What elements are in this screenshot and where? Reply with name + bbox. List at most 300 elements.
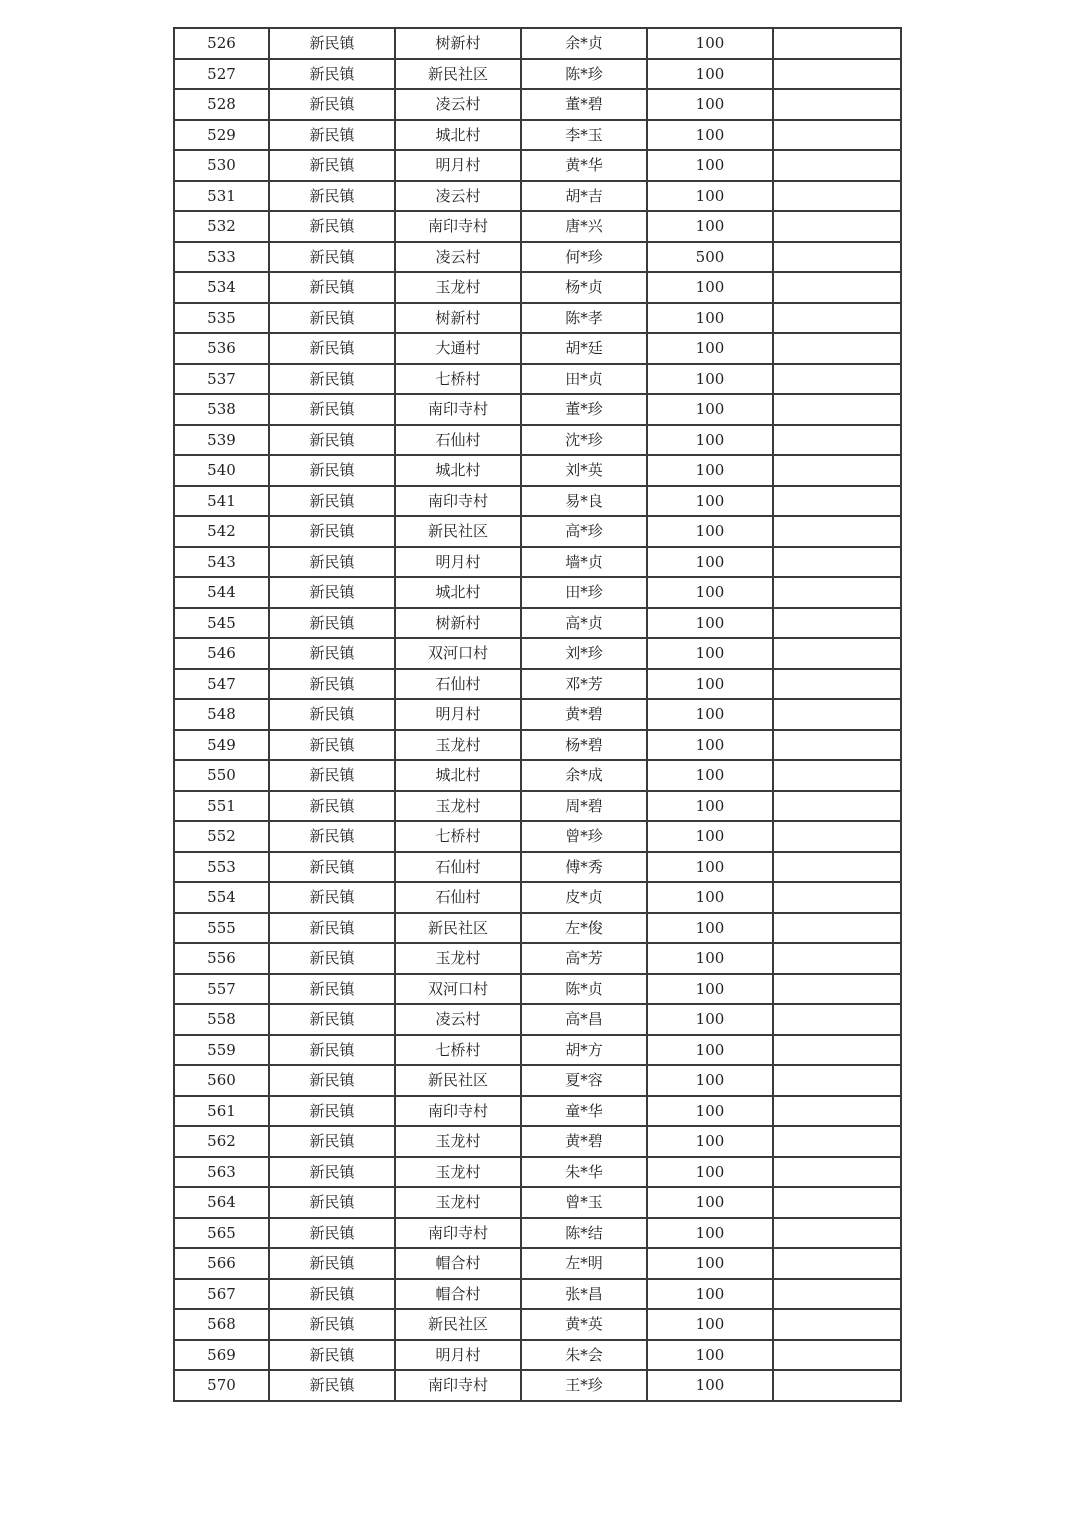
town-cell: 新民镇 (269, 364, 395, 395)
village-cell: 玉龙村 (395, 791, 521, 822)
table-row (174, 1004, 901, 1035)
name-cell: 黄*英 (521, 1309, 647, 1340)
row-number-cell: 529 (174, 120, 269, 151)
row-number-cell: 561 (174, 1096, 269, 1127)
town-cell: 新民镇 (269, 821, 395, 852)
name-cell: 杨*碧 (521, 730, 647, 761)
amount-cell: 100 (647, 28, 773, 59)
row-number-cell: 549 (174, 730, 269, 761)
note-cell (773, 303, 901, 334)
table-row (174, 852, 901, 883)
table-row (174, 1340, 901, 1371)
amount-cell: 100 (647, 913, 773, 944)
row-number-cell: 548 (174, 699, 269, 730)
village-cell: 双河口村 (395, 974, 521, 1005)
town-cell: 新民镇 (269, 211, 395, 242)
name-cell: 杨*贞 (521, 272, 647, 303)
town-cell: 新民镇 (269, 303, 395, 334)
village-cell: 大通村 (395, 333, 521, 364)
name-cell: 陈*贞 (521, 974, 647, 1005)
village-cell: 玉龙村 (395, 1126, 521, 1157)
village-cell: 七桥村 (395, 1035, 521, 1066)
note-cell (773, 1309, 901, 1340)
table-row (174, 577, 901, 608)
row-number-cell: 546 (174, 638, 269, 669)
amount-cell: 100 (647, 272, 773, 303)
town-cell: 新民镇 (269, 181, 395, 212)
note-cell (773, 821, 901, 852)
note-cell (773, 364, 901, 395)
town-cell: 新民镇 (269, 1065, 395, 1096)
table-row (174, 272, 901, 303)
village-cell: 明月村 (395, 547, 521, 578)
name-cell: 朱*会 (521, 1340, 647, 1371)
name-cell: 刘*珍 (521, 638, 647, 669)
village-cell: 南印寺村 (395, 394, 521, 425)
table-row (174, 943, 901, 974)
note-cell (773, 1035, 901, 1066)
amount-cell: 100 (647, 120, 773, 151)
note-cell (773, 577, 901, 608)
note-cell (773, 211, 901, 242)
town-cell: 新民镇 (269, 1035, 395, 1066)
amount-cell: 100 (647, 577, 773, 608)
row-number-cell: 527 (174, 59, 269, 90)
note-cell (773, 120, 901, 151)
note-cell (773, 852, 901, 883)
village-cell: 新民社区 (395, 1065, 521, 1096)
name-cell: 高*芳 (521, 943, 647, 974)
village-cell: 城北村 (395, 577, 521, 608)
row-number-cell: 542 (174, 516, 269, 547)
row-number-cell: 537 (174, 364, 269, 395)
town-cell: 新民镇 (269, 1218, 395, 1249)
name-cell: 高*昌 (521, 1004, 647, 1035)
amount-cell: 100 (647, 608, 773, 639)
town-cell: 新民镇 (269, 638, 395, 669)
name-cell: 陈*孝 (521, 303, 647, 334)
row-number-cell: 541 (174, 486, 269, 517)
name-cell: 左*俊 (521, 913, 647, 944)
village-cell: 七桥村 (395, 364, 521, 395)
amount-cell: 100 (647, 1279, 773, 1310)
note-cell (773, 791, 901, 822)
amount-cell: 100 (647, 943, 773, 974)
name-cell: 黄*华 (521, 150, 647, 181)
name-cell: 黄*碧 (521, 699, 647, 730)
amount-cell: 100 (647, 760, 773, 791)
name-cell: 王*珍 (521, 1370, 647, 1401)
name-cell: 何*珍 (521, 242, 647, 273)
row-number-cell: 570 (174, 1370, 269, 1401)
amount-cell: 100 (647, 364, 773, 395)
town-cell: 新民镇 (269, 1126, 395, 1157)
amount-cell: 100 (647, 1096, 773, 1127)
note-cell (773, 1218, 901, 1249)
name-cell: 童*华 (521, 1096, 647, 1127)
amount-cell: 100 (647, 211, 773, 242)
village-cell: 明月村 (395, 699, 521, 730)
village-cell: 南印寺村 (395, 1218, 521, 1249)
row-number-cell: 551 (174, 791, 269, 822)
village-cell: 南印寺村 (395, 211, 521, 242)
row-number-cell: 526 (174, 28, 269, 59)
village-cell: 石仙村 (395, 669, 521, 700)
village-cell: 树新村 (395, 28, 521, 59)
table-row (174, 913, 901, 944)
roster-table-body (174, 28, 901, 1401)
town-cell: 新民镇 (269, 913, 395, 944)
table-row (174, 1218, 901, 1249)
amount-cell: 100 (647, 852, 773, 883)
table-row (174, 1035, 901, 1066)
amount-cell: 100 (647, 425, 773, 456)
name-cell: 胡*方 (521, 1035, 647, 1066)
town-cell: 新民镇 (269, 120, 395, 151)
row-number-cell: 531 (174, 181, 269, 212)
amount-cell: 100 (647, 89, 773, 120)
village-cell: 城北村 (395, 455, 521, 486)
amount-cell: 100 (647, 516, 773, 547)
village-cell: 凌云村 (395, 89, 521, 120)
note-cell (773, 913, 901, 944)
name-cell: 高*珍 (521, 516, 647, 547)
town-cell: 新民镇 (269, 272, 395, 303)
amount-cell: 100 (647, 1309, 773, 1340)
note-cell (773, 59, 901, 90)
village-cell: 玉龙村 (395, 1157, 521, 1188)
amount-cell: 100 (647, 59, 773, 90)
note-cell (773, 974, 901, 1005)
town-cell: 新民镇 (269, 669, 395, 700)
village-cell: 明月村 (395, 1340, 521, 1371)
amount-cell: 100 (647, 547, 773, 578)
row-number-cell: 530 (174, 150, 269, 181)
note-cell (773, 699, 901, 730)
village-cell: 凌云村 (395, 1004, 521, 1035)
amount-cell: 100 (647, 455, 773, 486)
town-cell: 新民镇 (269, 760, 395, 791)
row-number-cell: 545 (174, 608, 269, 639)
table-row (174, 1309, 901, 1340)
row-number-cell: 557 (174, 974, 269, 1005)
table-row (174, 28, 901, 59)
town-cell: 新民镇 (269, 89, 395, 120)
amount-cell: 100 (647, 699, 773, 730)
row-number-cell: 534 (174, 272, 269, 303)
name-cell: 黄*碧 (521, 1126, 647, 1157)
table-row (174, 1187, 901, 1218)
amount-cell: 100 (647, 1370, 773, 1401)
table-row (174, 1096, 901, 1127)
note-cell (773, 455, 901, 486)
village-cell: 凌云村 (395, 181, 521, 212)
name-cell: 胡*廷 (521, 333, 647, 364)
name-cell: 高*贞 (521, 608, 647, 639)
town-cell: 新民镇 (269, 242, 395, 273)
note-cell (773, 272, 901, 303)
table-row (174, 1126, 901, 1157)
table-row (174, 974, 901, 1005)
town-cell: 新民镇 (269, 1370, 395, 1401)
table-row (174, 333, 901, 364)
note-cell (773, 1248, 901, 1279)
name-cell: 曾*玉 (521, 1187, 647, 1218)
note-cell (773, 486, 901, 517)
village-cell: 新民社区 (395, 913, 521, 944)
name-cell: 唐*兴 (521, 211, 647, 242)
village-cell: 城北村 (395, 120, 521, 151)
table-row (174, 1279, 901, 1310)
table-row (174, 547, 901, 578)
name-cell: 曾*珍 (521, 821, 647, 852)
town-cell: 新民镇 (269, 1187, 395, 1218)
note-cell (773, 1065, 901, 1096)
name-cell: 田*珍 (521, 577, 647, 608)
town-cell: 新民镇 (269, 486, 395, 517)
town-cell: 新民镇 (269, 1309, 395, 1340)
note-cell (773, 28, 901, 59)
row-number-cell: 556 (174, 943, 269, 974)
note-cell (773, 1187, 901, 1218)
amount-cell: 100 (647, 1157, 773, 1188)
village-cell: 石仙村 (395, 882, 521, 913)
village-cell: 帽合村 (395, 1248, 521, 1279)
amount-cell: 100 (647, 150, 773, 181)
amount-cell: 100 (647, 821, 773, 852)
note-cell (773, 943, 901, 974)
amount-cell: 100 (647, 791, 773, 822)
note-cell (773, 394, 901, 425)
table-row (174, 425, 901, 456)
row-number-cell: 568 (174, 1309, 269, 1340)
note-cell (773, 669, 901, 700)
village-cell: 城北村 (395, 760, 521, 791)
table-row (174, 760, 901, 791)
row-number-cell: 563 (174, 1157, 269, 1188)
town-cell: 新民镇 (269, 1340, 395, 1371)
note-cell (773, 1126, 901, 1157)
town-cell: 新民镇 (269, 333, 395, 364)
row-number-cell: 528 (174, 89, 269, 120)
town-cell: 新民镇 (269, 699, 395, 730)
row-number-cell: 544 (174, 577, 269, 608)
name-cell: 周*碧 (521, 791, 647, 822)
amount-cell: 100 (647, 974, 773, 1005)
note-cell (773, 89, 901, 120)
town-cell: 新民镇 (269, 943, 395, 974)
table-row (174, 303, 901, 334)
village-cell: 树新村 (395, 303, 521, 334)
town-cell: 新民镇 (269, 1004, 395, 1035)
village-cell: 玉龙村 (395, 272, 521, 303)
village-cell: 明月村 (395, 150, 521, 181)
table-row (174, 608, 901, 639)
amount-cell: 500 (647, 242, 773, 273)
town-cell: 新民镇 (269, 394, 395, 425)
table-row (174, 730, 901, 761)
table-row (174, 211, 901, 242)
row-number-cell: 560 (174, 1065, 269, 1096)
name-cell: 墙*贞 (521, 547, 647, 578)
note-cell (773, 730, 901, 761)
row-number-cell: 533 (174, 242, 269, 273)
table-row (174, 394, 901, 425)
note-cell (773, 882, 901, 913)
row-number-cell: 564 (174, 1187, 269, 1218)
name-cell: 陈*珍 (521, 59, 647, 90)
table-row (174, 516, 901, 547)
town-cell: 新民镇 (269, 425, 395, 456)
row-number-cell: 543 (174, 547, 269, 578)
table-row (174, 364, 901, 395)
table-row (174, 486, 901, 517)
amount-cell: 100 (647, 1340, 773, 1371)
row-number-cell: 558 (174, 1004, 269, 1035)
name-cell: 易*良 (521, 486, 647, 517)
name-cell: 沈*珍 (521, 425, 647, 456)
town-cell: 新民镇 (269, 28, 395, 59)
village-cell: 玉龙村 (395, 943, 521, 974)
amount-cell: 100 (647, 303, 773, 334)
table-row (174, 669, 901, 700)
row-number-cell: 567 (174, 1279, 269, 1310)
village-cell: 南印寺村 (395, 486, 521, 517)
amount-cell: 100 (647, 730, 773, 761)
row-number-cell: 555 (174, 913, 269, 944)
table-row (174, 150, 901, 181)
note-cell (773, 333, 901, 364)
note-cell (773, 547, 901, 578)
note-cell (773, 181, 901, 212)
amount-cell: 100 (647, 1004, 773, 1035)
village-cell: 玉龙村 (395, 730, 521, 761)
table-row (174, 89, 901, 120)
amount-cell: 100 (647, 181, 773, 212)
table-row (174, 455, 901, 486)
name-cell: 张*昌 (521, 1279, 647, 1310)
note-cell (773, 425, 901, 456)
name-cell: 李*玉 (521, 120, 647, 151)
village-cell: 新民社区 (395, 516, 521, 547)
name-cell: 傅*秀 (521, 852, 647, 883)
table-row (174, 1065, 901, 1096)
table-row (174, 1248, 901, 1279)
row-number-cell: 536 (174, 333, 269, 364)
name-cell: 余*贞 (521, 28, 647, 59)
row-number-cell: 565 (174, 1218, 269, 1249)
town-cell: 新民镇 (269, 730, 395, 761)
name-cell: 刘*英 (521, 455, 647, 486)
amount-cell: 100 (647, 1035, 773, 1066)
note-cell (773, 1096, 901, 1127)
row-number-cell: 550 (174, 760, 269, 791)
table-row (174, 120, 901, 151)
town-cell: 新民镇 (269, 455, 395, 486)
name-cell: 胡*吉 (521, 181, 647, 212)
town-cell: 新民镇 (269, 882, 395, 913)
row-number-cell: 535 (174, 303, 269, 334)
town-cell: 新民镇 (269, 1248, 395, 1279)
note-cell (773, 1004, 901, 1035)
name-cell: 董*碧 (521, 89, 647, 120)
note-cell (773, 516, 901, 547)
row-number-cell: 562 (174, 1126, 269, 1157)
town-cell: 新民镇 (269, 150, 395, 181)
town-cell: 新民镇 (269, 1096, 395, 1127)
town-cell: 新民镇 (269, 974, 395, 1005)
amount-cell: 100 (647, 1187, 773, 1218)
village-cell: 南印寺村 (395, 1096, 521, 1127)
name-cell: 皮*贞 (521, 882, 647, 913)
village-cell: 树新村 (395, 608, 521, 639)
row-number-cell: 532 (174, 211, 269, 242)
table-row (174, 181, 901, 212)
village-cell: 凌云村 (395, 242, 521, 273)
amount-cell: 100 (647, 333, 773, 364)
amount-cell: 100 (647, 1218, 773, 1249)
town-cell: 新民镇 (269, 1157, 395, 1188)
town-cell: 新民镇 (269, 852, 395, 883)
row-number-cell: 559 (174, 1035, 269, 1066)
village-cell: 新民社区 (395, 1309, 521, 1340)
name-cell: 邓*芳 (521, 669, 647, 700)
amount-cell: 100 (647, 1248, 773, 1279)
amount-cell: 100 (647, 882, 773, 913)
note-cell (773, 1279, 901, 1310)
amount-cell: 100 (647, 394, 773, 425)
note-cell (773, 150, 901, 181)
name-cell: 夏*容 (521, 1065, 647, 1096)
table-row (174, 1157, 901, 1188)
village-cell: 石仙村 (395, 852, 521, 883)
amount-cell: 100 (647, 638, 773, 669)
table-row (174, 638, 901, 669)
note-cell (773, 760, 901, 791)
town-cell: 新民镇 (269, 608, 395, 639)
row-number-cell: 539 (174, 425, 269, 456)
note-cell (773, 1370, 901, 1401)
name-cell: 左*明 (521, 1248, 647, 1279)
town-cell: 新民镇 (269, 59, 395, 90)
note-cell (773, 1340, 901, 1371)
name-cell: 董*珍 (521, 394, 647, 425)
town-cell: 新民镇 (269, 516, 395, 547)
village-cell: 南印寺村 (395, 1370, 521, 1401)
town-cell: 新民镇 (269, 577, 395, 608)
table-row (174, 59, 901, 90)
name-cell: 田*贞 (521, 364, 647, 395)
table-row (174, 699, 901, 730)
town-cell: 新民镇 (269, 1279, 395, 1310)
village-cell: 新民社区 (395, 59, 521, 90)
table-row (174, 821, 901, 852)
note-cell (773, 638, 901, 669)
table-row (174, 242, 901, 273)
table-row (174, 882, 901, 913)
village-cell: 七桥村 (395, 821, 521, 852)
row-number-cell: 552 (174, 821, 269, 852)
amount-cell: 100 (647, 486, 773, 517)
table-row (174, 791, 901, 822)
amount-cell: 100 (647, 1126, 773, 1157)
name-cell: 陈*结 (521, 1218, 647, 1249)
note-cell (773, 242, 901, 273)
note-cell (773, 1157, 901, 1188)
row-number-cell: 547 (174, 669, 269, 700)
town-cell: 新民镇 (269, 791, 395, 822)
town-cell: 新民镇 (269, 547, 395, 578)
